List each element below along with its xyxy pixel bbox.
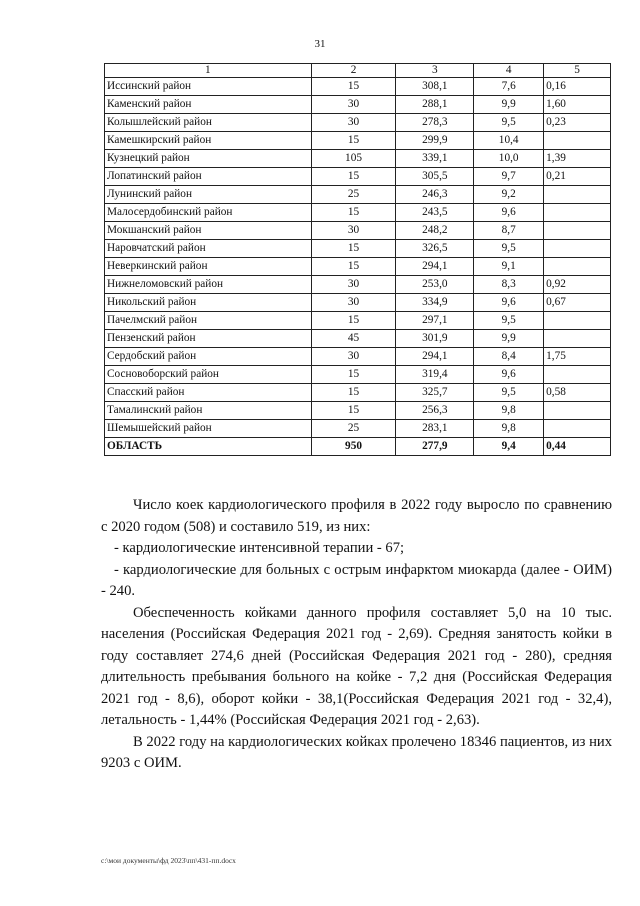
bed-occupancy-cell: 326,5: [396, 240, 474, 258]
bed-occupancy-cell: 294,1: [396, 258, 474, 276]
bed-occupancy-cell: 283,1: [396, 420, 474, 438]
length-of-stay-cell: 9,5: [474, 312, 544, 330]
bed-occupancy-cell: 277,9: [396, 438, 474, 456]
district-name-cell: Малосердобинский район: [105, 204, 312, 222]
bed-occupancy-cell: 319,4: [396, 366, 474, 384]
beds-count-cell: 30: [311, 276, 396, 294]
length-of-stay-cell: 9,5: [474, 384, 544, 402]
length-of-stay-cell: 9,5: [474, 114, 544, 132]
table-row: [105, 132, 611, 150]
table-row: [105, 384, 611, 402]
district-name-cell: Спасский район: [105, 384, 312, 402]
beds-count-cell: 15: [311, 168, 396, 186]
bed-occupancy-cell: 297,1: [396, 312, 474, 330]
statistics-table: [104, 63, 611, 456]
beds-count-cell: 30: [311, 348, 396, 366]
table-row: [105, 294, 611, 312]
beds-count-cell: 15: [311, 384, 396, 402]
beds-count-cell: 950: [311, 438, 396, 456]
table-header-row: [105, 64, 611, 78]
table-row: [105, 402, 611, 420]
district-name-cell: Шемышейский район: [105, 420, 312, 438]
table-row: [105, 150, 611, 168]
page-number: 31: [314, 38, 326, 50]
district-name-cell: Наровчатский район: [105, 240, 312, 258]
length-of-stay-cell: 9,9: [474, 96, 544, 114]
bed-occupancy-cell: 256,3: [396, 402, 474, 420]
table-row: [105, 96, 611, 114]
length-of-stay-cell: 7,6: [474, 78, 544, 96]
bed-occupancy-cell: 325,7: [396, 384, 474, 402]
district-name-cell: Тамалинский район: [105, 402, 312, 420]
mortality-rate-cell: [544, 402, 611, 420]
beds-count-cell: 15: [311, 366, 396, 384]
mortality-rate-cell: [544, 312, 611, 330]
table-row: [105, 366, 611, 384]
beds-count-cell: 15: [311, 402, 396, 420]
mortality-rate-cell: 0,21: [544, 168, 611, 186]
beds-count-cell: 30: [311, 114, 396, 132]
column-header: 5: [544, 64, 611, 78]
mortality-rate-cell: [544, 330, 611, 348]
length-of-stay-cell: 9,8: [474, 420, 544, 438]
table-body: [105, 78, 611, 456]
length-of-stay-cell: 8,4: [474, 348, 544, 366]
district-name-cell: ОБЛАСТЬ: [105, 438, 312, 456]
bed-occupancy-cell: 334,9: [396, 294, 474, 312]
list-item: - кардиологические интенсивной терапии - 67;: [114, 540, 405, 556]
table-row: [105, 240, 611, 258]
mortality-rate-cell: [544, 222, 611, 240]
length-of-stay-cell: 10,4: [474, 132, 544, 150]
district-name-cell: Сосновоборский район: [105, 366, 312, 384]
length-of-stay-cell: 9,8: [474, 402, 544, 420]
table-row: [105, 204, 611, 222]
bed-occupancy-cell: 308,1: [396, 78, 474, 96]
length-of-stay-cell: 9,5: [474, 240, 544, 258]
length-of-stay-cell: 9,9: [474, 330, 544, 348]
table-row: [105, 312, 611, 330]
table-row: [105, 186, 611, 204]
bed-occupancy-cell: 339,1: [396, 150, 474, 168]
beds-count-cell: 30: [311, 96, 396, 114]
mortality-rate-cell: [544, 204, 611, 222]
mortality-rate-cell: 0,16: [544, 78, 611, 96]
district-name-cell: Неверкинский район: [105, 258, 312, 276]
table-row: [105, 78, 611, 96]
mortality-rate-cell: [544, 240, 611, 258]
beds-count-cell: 30: [311, 294, 396, 312]
column-header: 3: [396, 64, 474, 78]
length-of-stay-cell: 9,6: [474, 294, 544, 312]
bed-occupancy-cell: 305,5: [396, 168, 474, 186]
mortality-rate-cell: [544, 366, 611, 384]
length-of-stay-cell: 8,7: [474, 222, 544, 240]
length-of-stay-cell: 9,1: [474, 258, 544, 276]
district-name-cell: Никольский район: [105, 294, 312, 312]
district-name-cell: Колышлейский район: [105, 114, 312, 132]
length-of-stay-cell: 10,0: [474, 150, 544, 168]
beds-count-cell: 45: [311, 330, 396, 348]
bed-occupancy-cell: 243,5: [396, 204, 474, 222]
mortality-rate-cell: [544, 186, 611, 204]
mortality-rate-cell: 0,58: [544, 384, 611, 402]
mortality-rate-cell: [544, 132, 611, 150]
table-row: [105, 258, 611, 276]
mortality-rate-cell: 0,92: [544, 276, 611, 294]
district-name-cell: Пензенский район: [105, 330, 312, 348]
table-row: [105, 330, 611, 348]
mortality-rate-cell: [544, 420, 611, 438]
mortality-rate-cell: 0,67: [544, 294, 611, 312]
bed-occupancy-cell: 288,1: [396, 96, 474, 114]
body-text: [101, 495, 612, 775]
beds-count-cell: 15: [311, 78, 396, 96]
district-name-cell: Нижнеломовский район: [105, 276, 312, 294]
bed-occupancy-cell: 299,9: [396, 132, 474, 150]
column-header: 1: [105, 64, 312, 78]
beds-count-cell: 25: [311, 420, 396, 438]
beds-count-cell: 105: [311, 150, 396, 168]
mortality-rate-cell: 0,44: [544, 438, 611, 456]
paragraph: Число коек кардиологического профиля в 2022 году выросло по сравнению с 2020 годом (508) и составило 519, из них:: [101, 497, 612, 535]
table-row: [105, 114, 611, 132]
length-of-stay-cell: 9,6: [474, 204, 544, 222]
table-row: [105, 420, 611, 438]
bed-occupancy-cell: 248,2: [396, 222, 474, 240]
bed-occupancy-cell: 253,0: [396, 276, 474, 294]
district-name-cell: Кузнецкий район: [105, 150, 312, 168]
mortality-rate-cell: [544, 258, 611, 276]
beds-count-cell: 15: [311, 312, 396, 330]
district-name-cell: Лопатинский район: [105, 168, 312, 186]
length-of-stay-cell: 9,7: [474, 168, 544, 186]
district-name-cell: Мокшанский район: [105, 222, 312, 240]
list-item: - кардиологические для больных с острым инфарктом миокарда (далее - ОИМ) - 240.: [101, 561, 612, 599]
bed-occupancy-cell: 278,3: [396, 114, 474, 132]
bed-occupancy-cell: 301,9: [396, 330, 474, 348]
district-name-cell: Пачелмский район: [105, 312, 312, 330]
paragraph: В 2022 году на кардиологических койках пролечено 18346 пациентов, из них 9203 с ОИМ.: [101, 733, 612, 771]
beds-count-cell: 25: [311, 186, 396, 204]
table-total-row: [105, 438, 611, 456]
district-name-cell: Лунинский район: [105, 186, 312, 204]
table-row: [105, 348, 611, 366]
column-header: 4: [474, 64, 544, 78]
length-of-stay-cell: 9,2: [474, 186, 544, 204]
paragraph: Обеспеченность койками данного профиля составляет 5,0 на 10 тыс. населения (Российская Федерация 2021 год - 2,69). Средняя занятость койки в году составляет 274,6 дней (Российская Федерация 2021 год - 280), средняя длительность пребывания больного на койке - 7,2 дня (Российская Федерация 2021 год - 8,6), оборот койки - 38,1(Российская Федерация 2021 год - 32,4), летальность - 1,44% (Российская Федерация 2021 год - 2,63).: [101, 604, 612, 728]
district-name-cell: Сердобский район: [105, 348, 312, 366]
beds-count-cell: 15: [311, 258, 396, 276]
length-of-stay-cell: 9,6: [474, 366, 544, 384]
table-row: [105, 168, 611, 186]
file-path-footer: c:\мои документы\фд 2023\пп\431-пп.docx: [101, 856, 236, 865]
mortality-rate-cell: 1,60: [544, 96, 611, 114]
column-header: 2: [311, 64, 396, 78]
beds-count-cell: 15: [311, 132, 396, 150]
bed-occupancy-cell: 294,1: [396, 348, 474, 366]
table-row: [105, 222, 611, 240]
beds-count-cell: 15: [311, 240, 396, 258]
district-name-cell: Камешкирский район: [105, 132, 312, 150]
length-of-stay-cell: 8,3: [474, 276, 544, 294]
mortality-rate-cell: 1,39: [544, 150, 611, 168]
mortality-rate-cell: 1,75: [544, 348, 611, 366]
table-row: [105, 276, 611, 294]
district-name-cell: Иссинский район: [105, 78, 312, 96]
district-name-cell: Каменский район: [105, 96, 312, 114]
beds-count-cell: 15: [311, 204, 396, 222]
mortality-rate-cell: 0,23: [544, 114, 611, 132]
bed-occupancy-cell: 246,3: [396, 186, 474, 204]
beds-count-cell: 30: [311, 222, 396, 240]
length-of-stay-cell: 9,4: [474, 438, 544, 456]
